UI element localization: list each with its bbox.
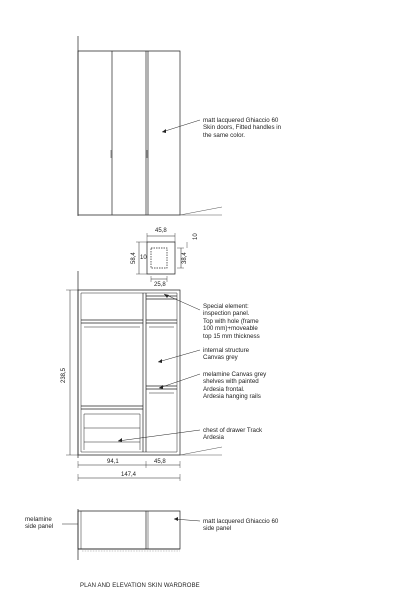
dim-total-width: 147,4 xyxy=(121,472,137,478)
note-lacquered-side: matt lacquered Ghiaccio 60 side panel xyxy=(203,518,279,533)
dim-right-width: 45,8 xyxy=(154,459,166,465)
front-elevation xyxy=(78,36,222,216)
dim-detail-10-left: 10 xyxy=(140,255,147,261)
note-doors: matt lacquered Ghiaccio 60 Skin doors, Fitted handles in the same color. xyxy=(203,117,282,139)
note-drawers: chest of drawer Track Ardesia xyxy=(203,427,263,442)
drawing-title: PLAN AND ELEVATION SKIN WARDROBE xyxy=(80,583,200,589)
dim-left-width: 94,1 xyxy=(107,459,119,465)
dim-detail-width: 45,8 xyxy=(155,228,167,234)
plan-view xyxy=(62,509,200,560)
dim-detail-inner-h: 38,4 xyxy=(182,252,188,264)
dim-height-total: 238,5 xyxy=(61,367,67,383)
note-shelves: melamine Canvas grey shelves with painted Ardesia frontal. Ardesia hanging rails xyxy=(203,371,267,401)
dim-detail-inner-w: 25,8 xyxy=(154,282,166,288)
dim-detail-height: 58,4 xyxy=(131,252,137,264)
note-internal-structure: internal structure Canvas grey xyxy=(203,347,250,362)
note-melamine-side: melamine side panel xyxy=(25,516,54,531)
interior-elevation xyxy=(66,271,222,481)
dim-detail-10-top: 10 xyxy=(193,233,199,240)
note-special-element: Special element: inspection panel. Top with hole (frame 100 mm)+moveable top 15 mm thickness xyxy=(203,303,260,340)
